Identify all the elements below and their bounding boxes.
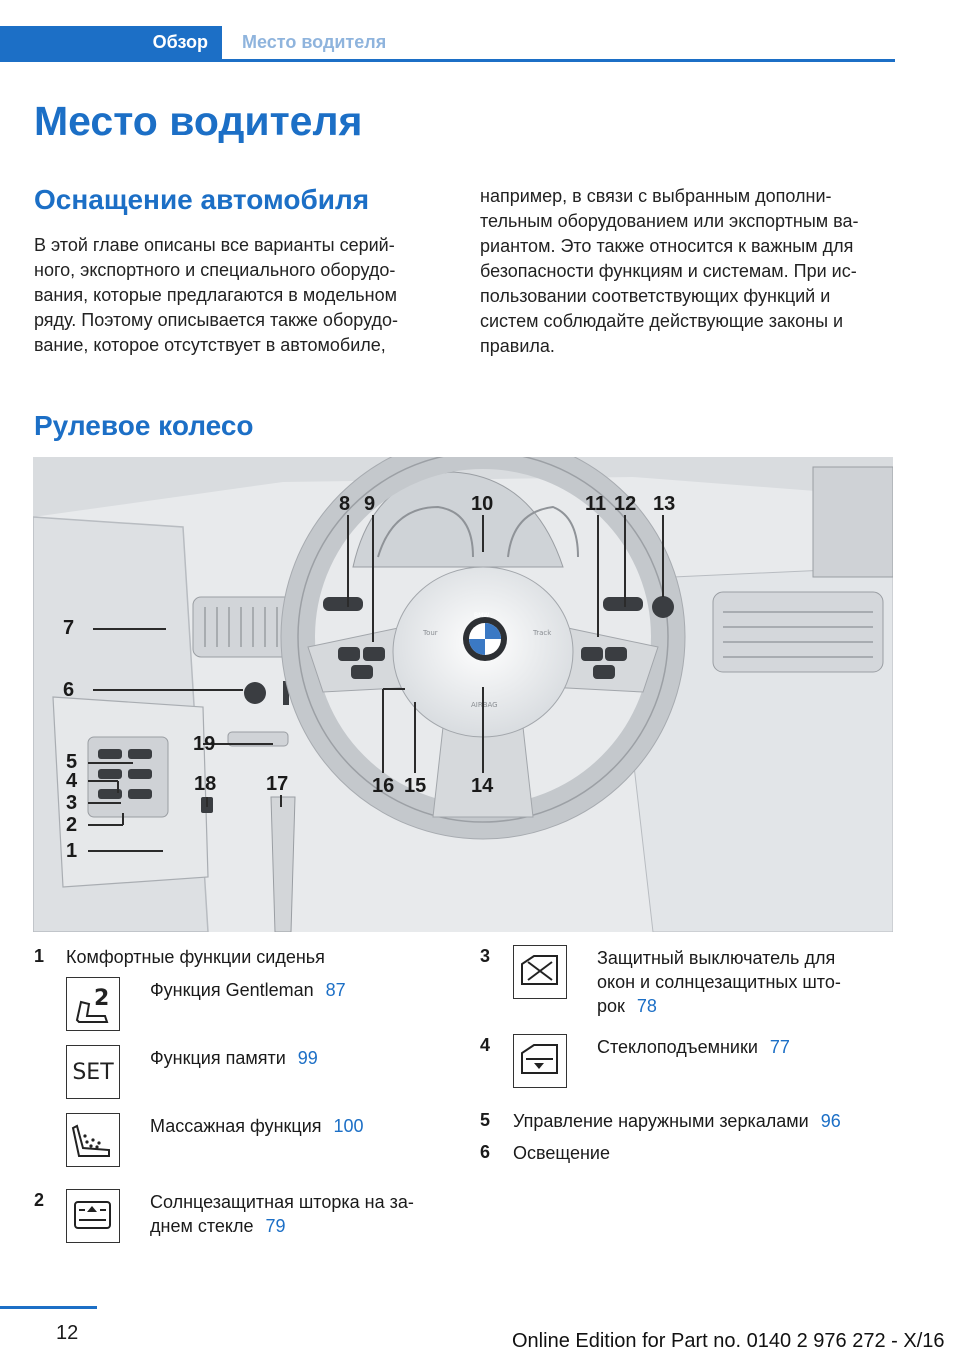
- text-line: например, в связи с выбранным дополни-: [480, 186, 832, 206]
- callout-12: 12: [614, 493, 637, 515]
- header-tabs: [0, 26, 895, 62]
- legend-num-1: 1: [34, 946, 45, 966]
- text-line: вания, которые предлагаются в модельном: [34, 285, 397, 305]
- legend-label-2: [150, 1190, 414, 1238]
- legend-sub-massage: [150, 1114, 364, 1138]
- page-link-79[interactable]: 79: [265, 1216, 286, 1236]
- svg-text:2: 2: [94, 986, 110, 1011]
- legend-sub-gentleman: [150, 978, 346, 1002]
- text-line: тельным оборудованием или экспортным ва-: [480, 211, 859, 231]
- legend-sub-memory: [150, 1046, 318, 1070]
- callout-17: 17: [266, 773, 289, 795]
- text-line: В этой главе описаны все варианты серий-: [34, 235, 395, 255]
- tab-overview[interactable]: Обзор: [0, 26, 222, 59]
- callout-9: 9: [364, 493, 376, 515]
- memory-label: Функция памяти: [150, 1048, 286, 1068]
- text-line: правила.: [480, 336, 555, 356]
- callout-14: 14: [471, 775, 494, 797]
- wheel-label-airbag: AIRBAG: [471, 701, 498, 709]
- text-line: ряду. Поэтому описывается также оборудо-: [34, 310, 398, 330]
- massage-label: Массажная функция: [150, 1116, 322, 1136]
- bmw-logo-text: BMW: [474, 612, 490, 619]
- equipment-text-col1: [34, 233, 444, 358]
- rear-sunshade-icon: [66, 1189, 120, 1243]
- page-link-96[interactable]: 96: [820, 1111, 841, 1131]
- text-line: риантом. Это также относится к важным для: [480, 236, 854, 256]
- window-lock-line2: окон и солнцезащитных што-: [597, 972, 841, 992]
- text-line: вание, которое отсутствует в автомобиле,: [34, 335, 386, 355]
- legend-label-1: Комфортные функции сиденья: [66, 947, 325, 967]
- page-link-87[interactable]: 87: [325, 980, 346, 1000]
- page-title: Место водителя: [34, 98, 363, 144]
- legend-num-2: 2: [34, 1190, 45, 1210]
- sunshade-line2: днем стекле: [150, 1216, 254, 1236]
- callout-15: 15: [404, 775, 427, 797]
- legend-label-6: Освещение: [513, 1143, 610, 1163]
- legend-num-4: 4: [480, 1035, 491, 1055]
- power-window-label: Стеклоподъемники: [597, 1037, 758, 1057]
- window-lock-line3: рок: [597, 996, 625, 1016]
- callout-1: 1: [66, 840, 78, 862]
- callout-6: 6: [63, 679, 75, 701]
- text-line: безопасности функциям и системам. При ис-: [480, 261, 857, 281]
- set-icon: [66, 1045, 120, 1099]
- legend-num-6: 6: [480, 1142, 491, 1162]
- text-line: пользовании соответствующих функций и: [480, 286, 831, 306]
- page-link-77[interactable]: 77: [769, 1037, 790, 1057]
- legend-label-5: [513, 1109, 841, 1133]
- legend-label-4: [597, 1035, 790, 1059]
- massage-seat-icon: [66, 1113, 120, 1167]
- callout-10: 10: [471, 493, 494, 515]
- text-line: ного, экспортного и специального оборудо-: [34, 260, 396, 280]
- cockpit-drawing: [33, 457, 893, 932]
- wheel-label-track: Track: [533, 629, 552, 637]
- mirrors-label: Управление наружными зеркалами: [513, 1111, 809, 1131]
- footer-rule: [0, 1306, 97, 1309]
- header-rule: [0, 59, 895, 62]
- callout-11: 11: [585, 493, 607, 515]
- legend-num-5: 5: [480, 1110, 491, 1130]
- set-icon-text: SET: [72, 1059, 114, 1085]
- legend-num-3: 3: [480, 946, 491, 966]
- callout-3: 3: [66, 792, 78, 814]
- section-heading-equipment: Оснащение автомобиля: [34, 184, 370, 215]
- window-lock-line1: Защитный выключатель для: [597, 948, 836, 968]
- cockpit-illustration: [33, 457, 893, 932]
- power-window-icon: [513, 1034, 567, 1088]
- window-lock-icon: [513, 945, 567, 999]
- gentleman-label: Функция Gentleman: [150, 980, 314, 1000]
- callout-19: 19: [193, 733, 216, 755]
- callout-16: 16: [372, 775, 395, 797]
- section-heading-steering-wheel: Рулевое колесо: [34, 410, 254, 441]
- callout-5: 5: [66, 751, 78, 773]
- legend-label-3: [597, 946, 841, 1018]
- wheel-label-tour: Tour: [423, 629, 438, 637]
- callout-13: 13: [653, 493, 676, 515]
- page-number: 12: [56, 1322, 79, 1344]
- seat-2-icon: [66, 977, 120, 1031]
- callout-18: 18: [194, 773, 217, 795]
- callout-7: 7: [63, 617, 75, 639]
- callout-4: 4: [66, 770, 78, 792]
- equipment-text-col2: [480, 184, 895, 359]
- page-link-78[interactable]: 78: [636, 996, 657, 1016]
- page-link-100[interactable]: 100: [333, 1116, 364, 1136]
- callout-2: 2: [66, 814, 78, 836]
- page-link-99[interactable]: 99: [297, 1048, 318, 1068]
- callout-8: 8: [339, 493, 351, 515]
- sunshade-line1: Солнцезащитная шторка на за-: [150, 1192, 414, 1212]
- tab-drivers-seat[interactable]: Место водителя: [242, 32, 387, 52]
- text-line: систем соблюдайте действующие законы и: [480, 311, 844, 331]
- edition-text: Online Edition for Part no. 0140 2 976 272 - X/16: [512, 1330, 945, 1352]
